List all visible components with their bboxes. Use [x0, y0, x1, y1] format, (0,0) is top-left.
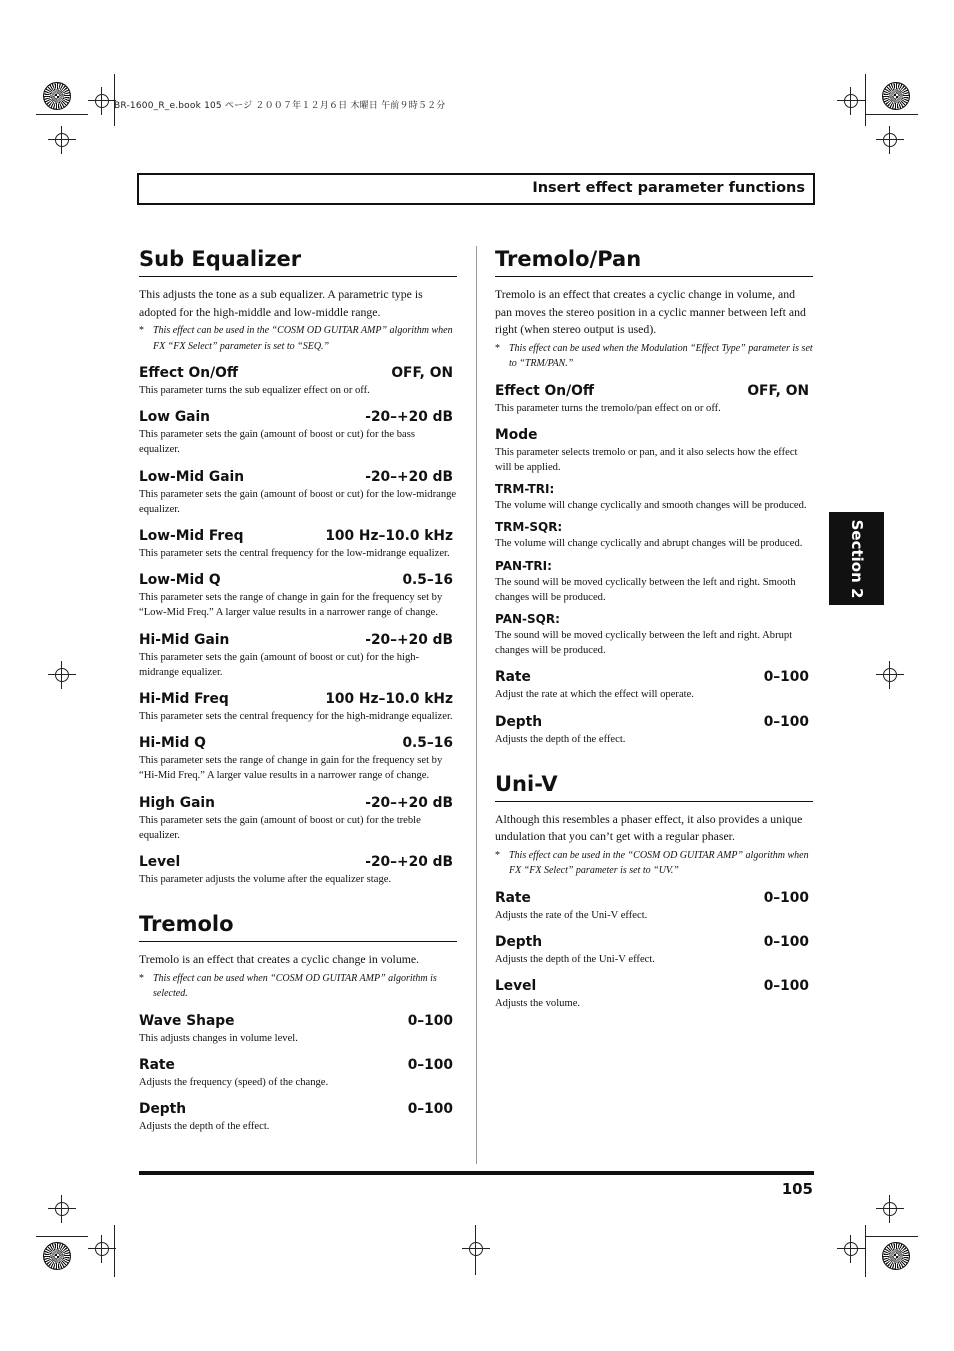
file-header-line: BR-1600_R_e.book 105 ページ ２００７年１２月６日 木曜日 午前９時５２分: [114, 101, 446, 111]
param-hi-mid-gain: [139, 631, 457, 680]
param-low-mid-q: [139, 571, 457, 620]
crosshair-mark: [48, 661, 76, 689]
running-header: [137, 173, 815, 205]
param-range: 100 Hz–10.0 kHz: [325, 528, 453, 545]
param-name: Hi-Mid Gain: [139, 631, 230, 648]
section-tab-label: Section 2: [847, 519, 866, 598]
param-desc: This parameter sets the gain (amount of boost or cut) for the low-midrange equalizer.: [139, 488, 457, 515]
param-range: 0–100: [763, 713, 809, 730]
param-name: High Gain: [139, 794, 215, 811]
crosshair-mark: [837, 1235, 865, 1263]
tremolo-pan-intro: Tremolo is an effect that creates a cyclic change in volume, and pan moves the stereo position in a cyclic manner between left and right (when stereo output is used).: [495, 287, 806, 336]
param-hi-mid-q: [139, 734, 457, 783]
crop-line: [36, 114, 88, 115]
crosshair-mark: [876, 126, 904, 154]
param-name: Effect On/Off: [139, 365, 239, 381]
column-divider: [476, 246, 477, 1164]
param-desc: This parameter selects tremolo or pan, and it also selects how the effect will be applied.: [495, 446, 798, 473]
registration-starburst-bottom-left: [43, 1242, 71, 1270]
param-range: -20–+20 dB: [365, 468, 453, 485]
param-range: 0–100: [407, 1056, 453, 1073]
param-rate: [495, 889, 813, 923]
section-title-tremolo: Tremolo: [139, 909, 457, 942]
uni-v-intro: Although this resembles a phaser effect, it also provides a unique undulation that you can’t get with a regular phaser.: [495, 811, 803, 844]
param-depth: [495, 713, 813, 747]
crosshair-mark: [88, 87, 116, 115]
crop-line: [865, 1225, 866, 1277]
param-name: Rate: [495, 669, 531, 686]
section-title-uni-v: Uni-V: [495, 769, 813, 802]
param-desc: This parameter sets the central frequency for the low-midrange equalizer.: [139, 548, 450, 560]
mode-option-name: PAN-TRI:: [495, 558, 552, 573]
param-range: 0–100: [763, 669, 809, 686]
param-range: 0.5–16: [402, 572, 453, 589]
section-tab: [829, 512, 884, 605]
param-range: -20–+20 dB: [365, 794, 453, 811]
param-mode: [495, 426, 813, 659]
mode-option-desc: The volume will change cyclically and smooth changes will be produced.: [495, 500, 807, 512]
param-name: Effect On/Off: [495, 382, 595, 399]
crosshair-mark: [462, 1235, 490, 1263]
mode-option-name: PAN-SQR:: [495, 611, 560, 626]
sub-equalizer-intro: This adjusts the tone as a sub equalizer. A parametric type is adopted for the high-middle and low-middle range.: [139, 287, 423, 319]
param-desc: This parameter sets the range of change in gain for the frequency set by “Low-Mid Freq.” A larger value results in a narrower range of change.: [139, 592, 443, 619]
param-range: -20–+20 dB: [365, 854, 453, 871]
right-column: [495, 244, 813, 1011]
crosshair-mark: [48, 126, 76, 154]
crop-line: [866, 1236, 918, 1237]
param-desc: This parameter sets the gain (amount of boost or cut) for the high-midrange equalizer.: [139, 651, 420, 678]
param-low-gain: [139, 408, 457, 457]
param-desc: Adjusts the depth of the effect.: [495, 733, 626, 745]
tremolo-pan-note: * This effect can be used when the Modulation “Effect Type” parameter is set to “TRM/PAN.”: [495, 342, 813, 369]
crosshair-mark: [88, 1235, 116, 1263]
param-name: Wave Shape: [139, 1012, 235, 1029]
param-name: Hi-Mid Q: [139, 735, 206, 752]
mode-option-name: TRM-SQR:: [495, 520, 563, 535]
param-depth: [139, 1100, 457, 1134]
param-name: Rate: [495, 889, 531, 906]
tremolo-intro: Tremolo is an effect that creates a cyclic change in volume.: [139, 952, 420, 967]
param-desc: Adjusts the rate of the Uni-V effect.: [495, 909, 648, 921]
tremolo-note: * This effect can be used when “COSM OD GUITAR AMP” algorithm is selected.: [139, 972, 437, 1000]
param-name: Low Gain: [139, 409, 211, 426]
param-range: -20–+20 dB: [365, 631, 453, 648]
param-depth: [495, 933, 813, 967]
param-name: Hi-Mid Freq: [139, 691, 229, 708]
param-name: Level: [139, 854, 181, 871]
param-name: Low-Mid Freq: [139, 528, 244, 545]
param-desc: Adjust the rate at which the effect will operate.: [495, 689, 694, 701]
param-desc: This adjusts changes in volume level.: [139, 1032, 298, 1044]
header-title: Insert effect parameter functions: [532, 180, 805, 196]
param-wave-shape: [139, 1012, 457, 1046]
param-desc: This parameter turns the tremolo/pan effect on or off.: [495, 402, 721, 414]
left-column: [139, 244, 457, 1134]
param-name: Depth: [139, 1101, 187, 1118]
page-number: 105: [781, 1180, 813, 1198]
param-desc: Adjusts the depth of the Uni-V effect.: [495, 953, 655, 965]
crop-line: [475, 1225, 476, 1275]
param-name: Depth: [495, 933, 543, 950]
param-level: [495, 977, 813, 1011]
section-title-tremolo-pan: Tremolo/Pan: [495, 244, 813, 277]
param-high-gain: [139, 794, 457, 843]
param-desc: This parameter sets the gain (amount of boost or cut) for the treble equalizer.: [139, 814, 421, 841]
param-rate: [495, 668, 813, 702]
mode-option-desc: The sound will be moved cyclically between the left and right. Smooth changes will be produced.: [495, 576, 796, 603]
param-rate: [139, 1056, 457, 1090]
param-range: 0–100: [407, 1012, 453, 1029]
mode-option-desc: The sound will be moved cyclically between the left and right. Abrupt changes will be produced.: [495, 629, 793, 657]
param-range: -20–+20 dB: [365, 409, 453, 426]
param-name: Mode: [495, 426, 538, 443]
param-name: Rate: [139, 1056, 175, 1073]
uni-v-note: * This effect can be used in the “COSM OD GUITAR AMP” algorithm when FX “FX Select” parameter is set to “UV.”: [495, 849, 809, 877]
param-name: Depth: [495, 713, 543, 730]
mode-option-name: TRM-TRI:: [495, 482, 555, 497]
crop-line: [866, 114, 918, 115]
param-range: OFF, ON: [747, 382, 809, 399]
param-range: 0–100: [407, 1101, 453, 1118]
param-name: Low-Mid Q: [139, 572, 221, 589]
crop-line: [865, 74, 866, 126]
param-name: Low-Mid Gain: [139, 468, 245, 485]
param-low-mid-freq: [139, 527, 457, 561]
param-desc: Adjusts the volume.: [495, 998, 581, 1010]
param-range: 100 Hz–10.0 kHz: [325, 691, 453, 708]
registration-starburst-bottom-right: [882, 1242, 910, 1270]
footer-rule: [139, 1171, 814, 1175]
param-desc: This parameter turns the sub equalizer effect on or off.: [139, 385, 370, 396]
param-range: 0–100: [763, 978, 809, 995]
param-range: OFF, ON: [391, 365, 453, 381]
param-level: [139, 853, 457, 887]
registration-starburst-top-left: [43, 82, 71, 110]
param-name: Level: [495, 978, 537, 995]
param-range: 0–100: [763, 889, 809, 906]
sub-equalizer-note: * This effect can be used in the “COSM OD GUITAR AMP” algorithm when FX “FX Select” parameter is set to “SEQ.”: [139, 325, 453, 352]
mode-option-desc: The volume will change cyclically and abrupt changes will be produced.: [495, 538, 803, 550]
registration-starburst-top-right: [882, 82, 910, 110]
param-desc: This parameter adjusts the volume after the equalizer stage.: [139, 874, 392, 886]
crosshair-mark: [48, 1195, 76, 1223]
param-hi-mid-freq: [139, 690, 457, 724]
crosshair-mark: [837, 87, 865, 115]
param-desc: This parameter sets the central frequency for the high-midrange equalizer.: [139, 711, 453, 723]
param-range: 0–100: [763, 933, 809, 950]
crop-line: [114, 1225, 115, 1277]
crop-line: [36, 1236, 88, 1237]
crosshair-mark: [876, 661, 904, 689]
param-desc: Adjusts the depth of the effect.: [139, 1121, 270, 1133]
section-title-sub-equalizer: Sub Equalizer: [139, 244, 457, 277]
param-range: 0.5–16: [402, 735, 453, 752]
param-low-mid-gain: [139, 468, 457, 517]
param-desc: Adjusts the frequency (speed) of the change.: [139, 1076, 329, 1088]
param-effect-on-off: [139, 364, 457, 398]
param-desc: This parameter sets the range of change in gain for the frequency set by “Hi-Mid Freq.” A larger value results in a narrower range of change.: [139, 755, 443, 782]
param-desc: This parameter sets the gain (amount of boost or cut) for the bass equalizer.: [139, 429, 415, 456]
crosshair-mark: [876, 1195, 904, 1223]
param-effect-on-off: [495, 382, 813, 416]
